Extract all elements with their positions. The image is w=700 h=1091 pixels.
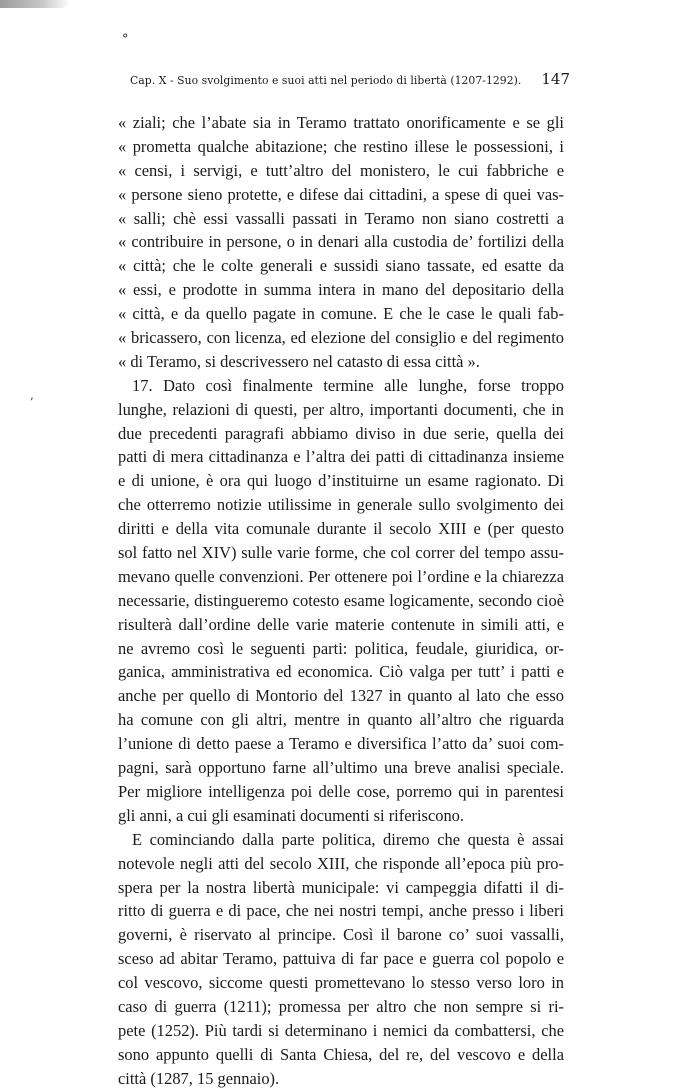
text-line: caso di guerra (1211); promessa per altro che non sempre si ri- — [118, 996, 564, 1016]
text-line: sono appunto quelli di Santa Chiesa, del re, del vescovo e della — [118, 1044, 564, 1064]
paragraph-start: E cominciando dalla parte politica, diremo che questa è assai — [132, 829, 564, 849]
text-line: notevole negli atti del secolo XIII, che risponde all’epoca più pro- — [118, 853, 564, 873]
text-line: sol fatto nel XIV) sulle varie forme, che col correr del tempo assu- — [118, 543, 564, 563]
text-line: « città, e da quello pagate in comune. E che le case le quali fab- — [118, 304, 564, 324]
text-line: « di Teramo, si descrivessero nel catasto di essa città ». — [118, 351, 480, 371]
text-line: « città; che le colte generali e sussidi siano tassate, ed esatte da — [118, 256, 564, 276]
text-line: gli anni, a cui gli esaminati documenti si riferiscono. — [118, 805, 465, 825]
text-line: « essi, e prodotte in summa intera in mano del depositario della — [118, 280, 564, 300]
text-line: necessarie, distingueremo cotesto esame logicamente, secondo cioè — [118, 590, 564, 610]
text-line: risulterà dall’ordine delle varie materie contenute in simili atti, e — [118, 614, 564, 634]
chapter-title: Cap. X - Suo svolgimento e suoi atti nel periodo di libertà (1207-1292). — [130, 74, 522, 87]
text-line: sceso ad abitar Teramo, pattuiva di far pace e guerra col popolo e — [118, 949, 564, 969]
text-line: anche per quello di Montorio del 1327 in quanto al lato che esso — [118, 686, 564, 706]
scan-smudge — [0, 0, 70, 8]
text-line: « bricassero, con licenza, ed elezione del consiglio e del regimento — [118, 328, 564, 348]
margin-mark: , — [30, 388, 34, 402]
text-line: ha comune con gli altri, mentre in quanto all’altro che riguarda — [118, 710, 564, 730]
text-line: diritti e della vita comunale durante il secolo XIII e (per questo — [118, 519, 564, 539]
text-line: spera per la nostra libertà municipale: vi campeggia difatti il di- — [118, 877, 564, 897]
text-line: lunghe, relazioni di questi, per altro, importanti documenti, che in — [118, 399, 564, 419]
text-line: ne avremo così le seguenti parti: politica, feudale, giuridica, or- — [118, 638, 564, 658]
running-head — [130, 70, 570, 88]
text-line: pagni, sarà opportuno farne all’ultimo una breve analisi speciale. — [118, 758, 564, 778]
text-line: l’unione di detto paese a Teramo e diversifica l’atto da’ suoi com- — [118, 734, 564, 754]
text-line: « censi, i servigi, e tutt’altro del monistero, le cui fabbriche e — [118, 160, 564, 180]
text-line: « ziali; che l’abate sia in Teramo trattato onorificamente e se gli — [118, 113, 564, 132]
text-line: patti di mera cittadinanza e l’altra dei patti di cittadinanza insieme — [118, 447, 564, 467]
text-line: mevano quelle convenzioni. Per ottenere poi l’ordine e la chiarezza — [118, 566, 564, 586]
text-line: « contribuire in persone, o in denari alla custodia de’ fortilizi della — [118, 232, 564, 252]
text-line: col vescovo, siccome questi promettevano lo stesso verso loro in — [118, 973, 564, 993]
text-line: due precedenti paragrafi abbiamo diviso in due serie, quella dei — [118, 423, 564, 443]
text-line: « persone sieno protette, e difese dai cittadini, a spese di quei vas- — [118, 184, 564, 204]
body-text — [118, 111, 564, 1091]
text-line: « prometta qualche abitazione; che restino illese le possessioni, i — [118, 136, 564, 156]
text-line: Per migliore intelligenza poi delle cose, porremo qui in parentesi — [118, 781, 564, 801]
text-line: che otterremo notizie utilissime in generale sullo svolgimento dei — [118, 495, 564, 515]
paragraph-start: 17. Dato così finalmente termine alle lunghe, forse troppo — [132, 375, 564, 395]
text-line: governi, è riservato al principe. Così il barone co’ suoi vassalli, — [118, 925, 564, 945]
text-line: « salli; chè essi vassalli passati in Teramo non siano costretti a — [118, 208, 564, 228]
text-line: città (1287, 15 gennaio). — [118, 1068, 280, 1088]
text-line: ganica, amministrativa ed economica. Ciò valga per tutt’ i patti e — [118, 662, 564, 682]
page-number: 147 — [541, 70, 570, 88]
scan-speck: ° — [122, 32, 129, 47]
text-line: pete (1252). Più tardi si determinano i nemici da combattersi, che — [118, 1020, 564, 1040]
text-line: e di unione, è ora qui luogo d’instituirne un esame ragionato. Di — [118, 471, 564, 491]
text-line: ritto di guerra e di pace, che nei nostri tempi, anche presso i liberi — [118, 901, 564, 921]
